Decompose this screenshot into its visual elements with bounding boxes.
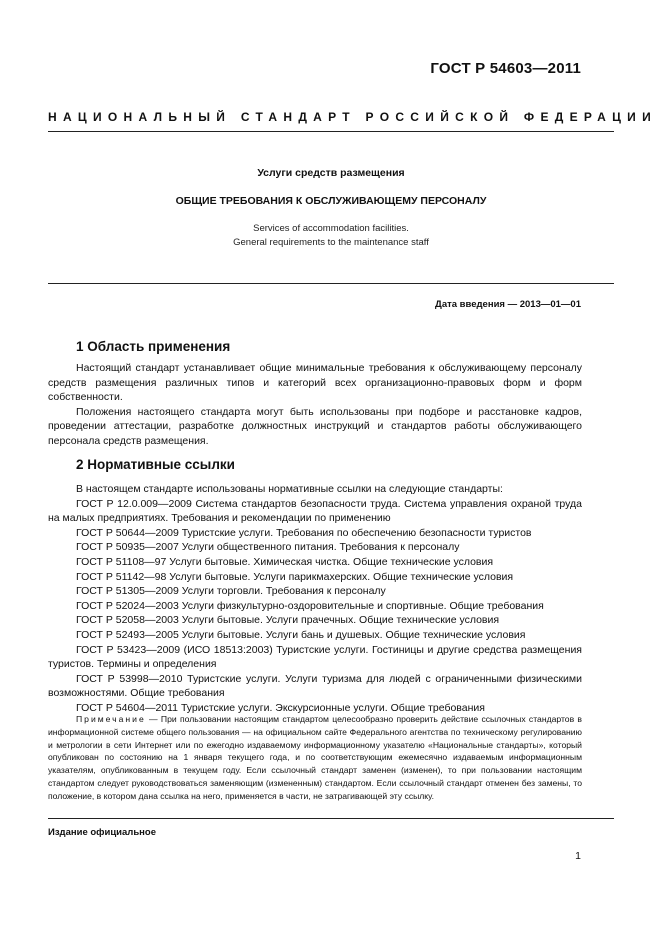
english-title-line-1: Services of accommodation facilities. [253,223,409,234]
reference-item: ГОСТ Р 54604—2011 Туристские услуги. Экскурсионные услуги. Общие требования [76,701,485,714]
note-label: Примечание [76,714,146,724]
section-2-heading: 2 Нормативные ссылки [76,457,235,472]
reference-item: ГОСТ Р 53998—2010 Туристские услуги. Услуги туризма для людей с ограниченными физическими возможностями. Общие требования [48,672,582,700]
reference-item: ГОСТ Р 52058—2003 Услуги бытовые. Услуги прачечных. Общие технические условия [76,614,500,627]
page-number: 1 [575,850,581,862]
note-text: — При пользовании настоящим стандартом целесообразно проверить действие ссылочных стандартов в информационной системе общего пользования — на официальном сайте Федерального агентства по техническому регулированию и метрологии в сети Интернет или по ежегодно издаваемому информационному указателю «Национальные стандарты», который опубликован по состоянию на 1 января текущего года, и по соответствующим ежемесячно издаваемым информационным указателям, опубликованным в текущем году. Если ссылочный стандарт заменен (изменен), то при пользовании настоящим стандартом следует руководствоваться заменяющим (измененным) стандартом. Если ссылочный стандарт отменен без замены, то положение, в котором дана ссылка на него, применяется в части, не затрагивающей эту ссылку. [48,714,582,801]
edition-label: Издание официальное [48,827,156,838]
note [48,713,582,803]
document-number: ГОСТ Р 54603—2011 [430,60,581,77]
footer-divider [48,818,614,819]
reference-item: ГОСТ Р 53423—2009 (ИСО 18513:2003) Туристские услуги. Гостиницы и другие средства размещения туристов. Термины и определения [48,643,582,671]
english-title-line-2: General requirements to the maintenance staff [233,237,429,248]
section-1-heading: 1 Область применения [76,339,231,354]
section-1-body [48,361,582,449]
reference-item: ГОСТ Р 52024—2003 Услуги физкультурно-оздоровительные и спортивные. Общие требования [76,599,544,612]
section-1-paragraph: Настоящий стандарт устанавливает общие минимальные требования к обслуживающему персоналу средств размещения различных типов и категорий всех организационно-правовых форм и форм собственности. [48,362,582,404]
english-title [48,222,614,250]
national-standard-banner: НАЦИОНАЛЬНЫЙ СТАНДАРТ РОССИЙСКОЙ ФЕДЕРАЦИИ [48,110,658,124]
reference-item: ГОСТ Р 51108—97 Услуги бытовые. Химическая чистка. Общие технические условия [76,555,494,568]
title-divider [48,283,614,284]
reference-item: ГОСТ Р 51142—98 Услуги бытовые. Услуги парикмахерских. Общие технические условия [76,570,514,583]
section-2-body [48,482,582,716]
standard-subtitle: Услуги средств размещения [257,167,405,179]
reference-item: ГОСТ Р 12.0.009—2009 Система стандартов безопасности труда. Система управления охраной труда на малых предприятиях. Требования и рекомендации по применению [48,497,582,525]
section-1-paragraph: Положения настоящего стандарта могут быть использованы при подборе и расстановке кадров, проведении аттестации, разработке должностных инструкций и стандартов работы обслуживающего персонала средств размещения. [48,405,582,447]
reference-item: ГОСТ Р 50644—2009 Туристские услуги. Требования по обеспечению безопасности туристов [76,526,532,539]
section-2-intro: В настоящем стандарте использованы нормативные ссылки на следующие стандарты: [76,483,503,495]
introduction-date: Дата введения — 2013—01—01 [435,299,581,310]
reference-item: ГОСТ Р 50935—2007 Услуги общественного питания. Требования к персоналу [76,541,460,554]
standard-title: ОБЩИЕ ТРЕБОВАНИЯ К ОБСЛУЖИВАЮЩЕМУ ПЕРСОНАЛУ [175,195,487,207]
top-divider [48,131,614,132]
reference-item: ГОСТ Р 51305—2009 Услуги торговли. Требования к персоналу [76,585,386,598]
reference-item: ГОСТ Р 52493—2005 Услуги бытовые. Услуги бань и душевых. Общие технические условия [76,628,526,641]
